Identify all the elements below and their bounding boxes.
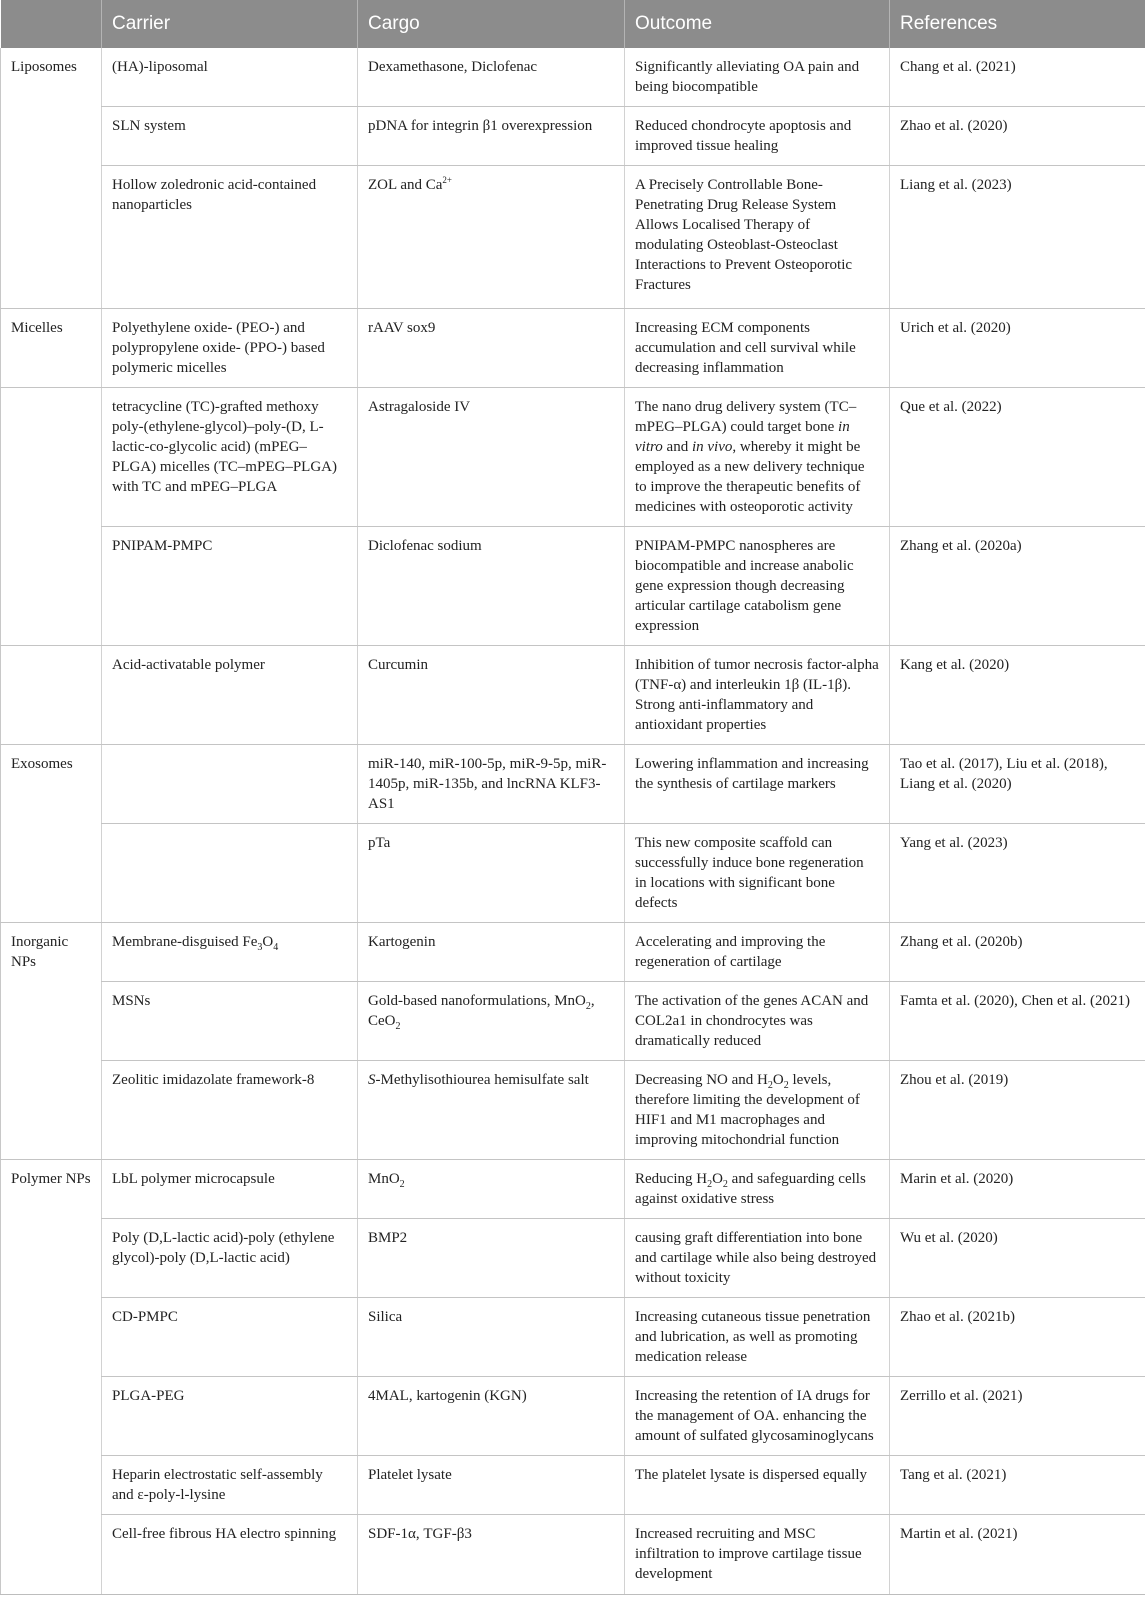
outcome-cell: The nano drug delivery system (TC–mPEG–PLGA) could target bone in vitro and in vivo, whereby it might be employed as a new delivery technique to improve the therapeutic benefits of medicines with osteoporotic activity [625, 388, 890, 527]
category-cell [1, 982, 102, 1061]
cargo-cell: Dexamethasone, Diclofenac [358, 48, 625, 107]
cargo-cell: ZOL and $Ca^{2+}$ [358, 166, 625, 309]
outcome-cell: PNIPAM-PMPC nanospheres are biocompatible and increase anabolic gene expression though decreasing articular cartilage catabolism gene expression [625, 527, 890, 646]
header-references: References [890, 0, 1145, 48]
category-cell [1, 1061, 102, 1160]
table-row [1, 48, 1145, 107]
table-row [1, 646, 1145, 745]
cargo-cell: S-Methylisothiourea hemisulfate salt [358, 1061, 625, 1160]
table-row [1, 1219, 1145, 1298]
references-cell: Famta et al. (2020), Chen et al. (2021) [890, 982, 1145, 1061]
table-row [1, 107, 1145, 166]
category-cell [1, 1515, 102, 1595]
table-row [1, 309, 1145, 388]
outcome-cell: Reduced chondrocyte apoptosis and improved tissue healing [625, 107, 890, 166]
cargo-cell: MnO$_2$ [358, 1160, 625, 1219]
references-cell: Urich et al. (2020) [890, 309, 1145, 388]
category-cell [1, 1377, 102, 1456]
references-cell: Zhou et al. (2019) [890, 1061, 1145, 1160]
cargo-cell: miR-140, miR-100-5p, miR-9-5p, miR-1405p, miR-135b, and lncRNA KLF3-AS1 [358, 745, 625, 824]
references-cell: Zhang et al. (2020a) [890, 527, 1145, 646]
references-cell: Zhao et al. (2021b) [890, 1298, 1145, 1377]
table-row [1, 824, 1145, 923]
header-outcome: Outcome [625, 0, 890, 48]
references-cell: Zerrillo et al. (2021) [890, 1377, 1145, 1456]
table-row [1, 1456, 1145, 1515]
outcome-cell: A Precisely Controllable Bone-Penetrating Drug Release System Allows Localised Therapy of modulating Osteoblast-Osteoclast Interactions to Prevent Osteoporotic Fractures [625, 166, 890, 309]
table-row [1, 1298, 1145, 1377]
carrier-cell: PNIPAM-PMPC [102, 527, 358, 646]
outcome-cell: Lowering inflammation and increasing the synthesis of cartilage markers [625, 745, 890, 824]
references-cell: Marin et al. (2020) [890, 1160, 1145, 1219]
table-row [1, 745, 1145, 824]
table-row [1, 388, 1145, 527]
category-cell: Exosomes [1, 745, 102, 824]
carrier-cell [102, 745, 358, 824]
category-cell [1, 388, 102, 527]
header-row [1, 0, 1145, 48]
carrier-cell: Polyethylene oxide- (PEO-) and polypropylene oxide- (PPO-) based polymeric micelles [102, 309, 358, 388]
table-row [1, 527, 1145, 646]
outcome-cell: Accelerating and improving the regeneration of cartilage [625, 923, 890, 982]
outcome-cell: Increasing cutaneous tissue penetration and lubrication, as well as promoting medication release [625, 1298, 890, 1377]
references-cell: Liang et al. (2023) [890, 166, 1145, 309]
references-cell: Martin et al. (2021) [890, 1515, 1145, 1595]
outcome-cell: Increasing ECM components accumulation and cell survival while decreasing inflammation [625, 309, 890, 388]
references-cell: Chang et al. (2021) [890, 48, 1145, 107]
table-row [1, 1160, 1145, 1219]
cargo-cell: SDF-1α, TGF-β3 [358, 1515, 625, 1595]
category-cell: Inorganic NPs [1, 923, 102, 982]
carrier-cell: LbL polymer microcapsule [102, 1160, 358, 1219]
references-cell: Tang et al. (2021) [890, 1456, 1145, 1515]
cargo-cell: Kartogenin [358, 923, 625, 982]
category-cell [1, 107, 102, 166]
carrier-cell: tetracycline (TC)-grafted methoxy poly-(ethylene-glycol)–poly-(D, L-lactic-co-glycolic acid) (mPEG–PLGA) micelles (TC–mPEG–PLGA) with TC and mPEG–PLGA [102, 388, 358, 527]
carrier-cell: Membrane-disguised $Fe_3O_4$ [102, 923, 358, 982]
carrier-cell [102, 824, 358, 923]
cargo-cell: rAAV sox9 [358, 309, 625, 388]
outcome-cell: Increasing the retention of IA drugs for the management of OA. enhancing the amount of sulfated glycosaminoglycans [625, 1377, 890, 1456]
carrier-cell: Cell-free fibrous HA electro spinning [102, 1515, 358, 1595]
carrier-cell: Hollow zoledronic acid-contained nanoparticles [102, 166, 358, 309]
category-cell [1, 1456, 102, 1515]
outcome-cell: Decreasing NO and $H_2O_2$ levels, therefore limiting the development of HIF1 and M1 macrophages and improving mitochondrial function [625, 1061, 890, 1160]
table-row [1, 1377, 1145, 1456]
category-cell [1, 1298, 102, 1377]
carrier-cell: Heparin electrostatic self-assembly and ε-poly-l-lysine [102, 1456, 358, 1515]
category-cell [1, 646, 102, 745]
references-cell: Kang et al. (2020) [890, 646, 1145, 745]
category-cell [1, 166, 102, 309]
carrier-cell: Zeolitic imidazolate framework-8 [102, 1061, 358, 1160]
references-cell: Tao et al. (2017), Liu et al. (2018), Liang et al. (2020) [890, 745, 1145, 824]
table-row [1, 1061, 1145, 1160]
category-cell [1, 1219, 102, 1298]
category-cell [1, 527, 102, 646]
carrier-cell: PLGA-PEG [102, 1377, 358, 1456]
cargo-cell: Platelet lysate [358, 1456, 625, 1515]
table-row [1, 982, 1145, 1061]
cargo-cell: Silica [358, 1298, 625, 1377]
carrier-cell: (HA)-liposomal [102, 48, 358, 107]
cargo-cell: Diclofenac sodium [358, 527, 625, 646]
table-header [1, 0, 1145, 48]
table-row [1, 923, 1145, 982]
outcome-cell: Inhibition of tumor necrosis factor-alpha (TNF-α) and interleukin 1β (IL-1β). Strong anti-inflammatory and antioxidant properties [625, 646, 890, 745]
cargo-cell: pDNA for integrin β1 overexpression [358, 107, 625, 166]
references-cell: Que et al. (2022) [890, 388, 1145, 527]
carrier-cell: Poly (D,L-lactic acid)-poly (ethylene glycol)-poly (D,L-lactic acid) [102, 1219, 358, 1298]
category-cell: Polymer NPs [1, 1160, 102, 1219]
category-cell [1, 824, 102, 923]
outcome-cell: Reducing $H_2O_2$ and safeguarding cells against oxidative stress [625, 1160, 890, 1219]
cargo-cell: Gold-based nanoformulations, MnO$_2$, CeO$_2$ [358, 982, 625, 1061]
outcome-cell: This new composite scaffold can successfully induce bone regeneration in locations with significant bone defects [625, 824, 890, 923]
outcome-cell: Significantly alleviating OA pain and being biocompatible [625, 48, 890, 107]
header-category [1, 0, 102, 48]
carrier-cell: SLN system [102, 107, 358, 166]
carrier-cell: Acid-activatable polymer [102, 646, 358, 745]
cargo-cell: Curcumin [358, 646, 625, 745]
cargo-cell: BMP2 [358, 1219, 625, 1298]
category-cell: Liposomes [1, 48, 102, 107]
table-row [1, 1515, 1145, 1595]
carrier-cell: MSNs [102, 982, 358, 1061]
cargo-cell: pTa [358, 824, 625, 923]
references-cell: Yang et al. (2023) [890, 824, 1145, 923]
references-cell: Wu et al. (2020) [890, 1219, 1145, 1298]
references-cell: Zhang et al. (2020b) [890, 923, 1145, 982]
cargo-cell: 4MAL, kartogenin (KGN) [358, 1377, 625, 1456]
cargo-cell: Astragaloside IV [358, 388, 625, 527]
outcome-cell: causing graft differentiation into bone and cartilage while also being destroyed without toxicity [625, 1219, 890, 1298]
outcome-cell: Increased recruiting and MSC infiltration to improve cartilage tissue development [625, 1515, 890, 1595]
header-cargo: Cargo [358, 0, 625, 48]
category-cell: Micelles [1, 309, 102, 388]
references-cell: Zhao et al. (2020) [890, 107, 1145, 166]
header-carrier: Carrier [102, 0, 358, 48]
outcome-cell: The platelet lysate is dispersed equally [625, 1456, 890, 1515]
carrier-cell: CD-PMPC [102, 1298, 358, 1377]
table-row [1, 166, 1145, 309]
table-body [1, 48, 1145, 1595]
outcome-cell: The activation of the genes ACAN and COL2a1 in chondrocytes was dramatically reduced [625, 982, 890, 1061]
